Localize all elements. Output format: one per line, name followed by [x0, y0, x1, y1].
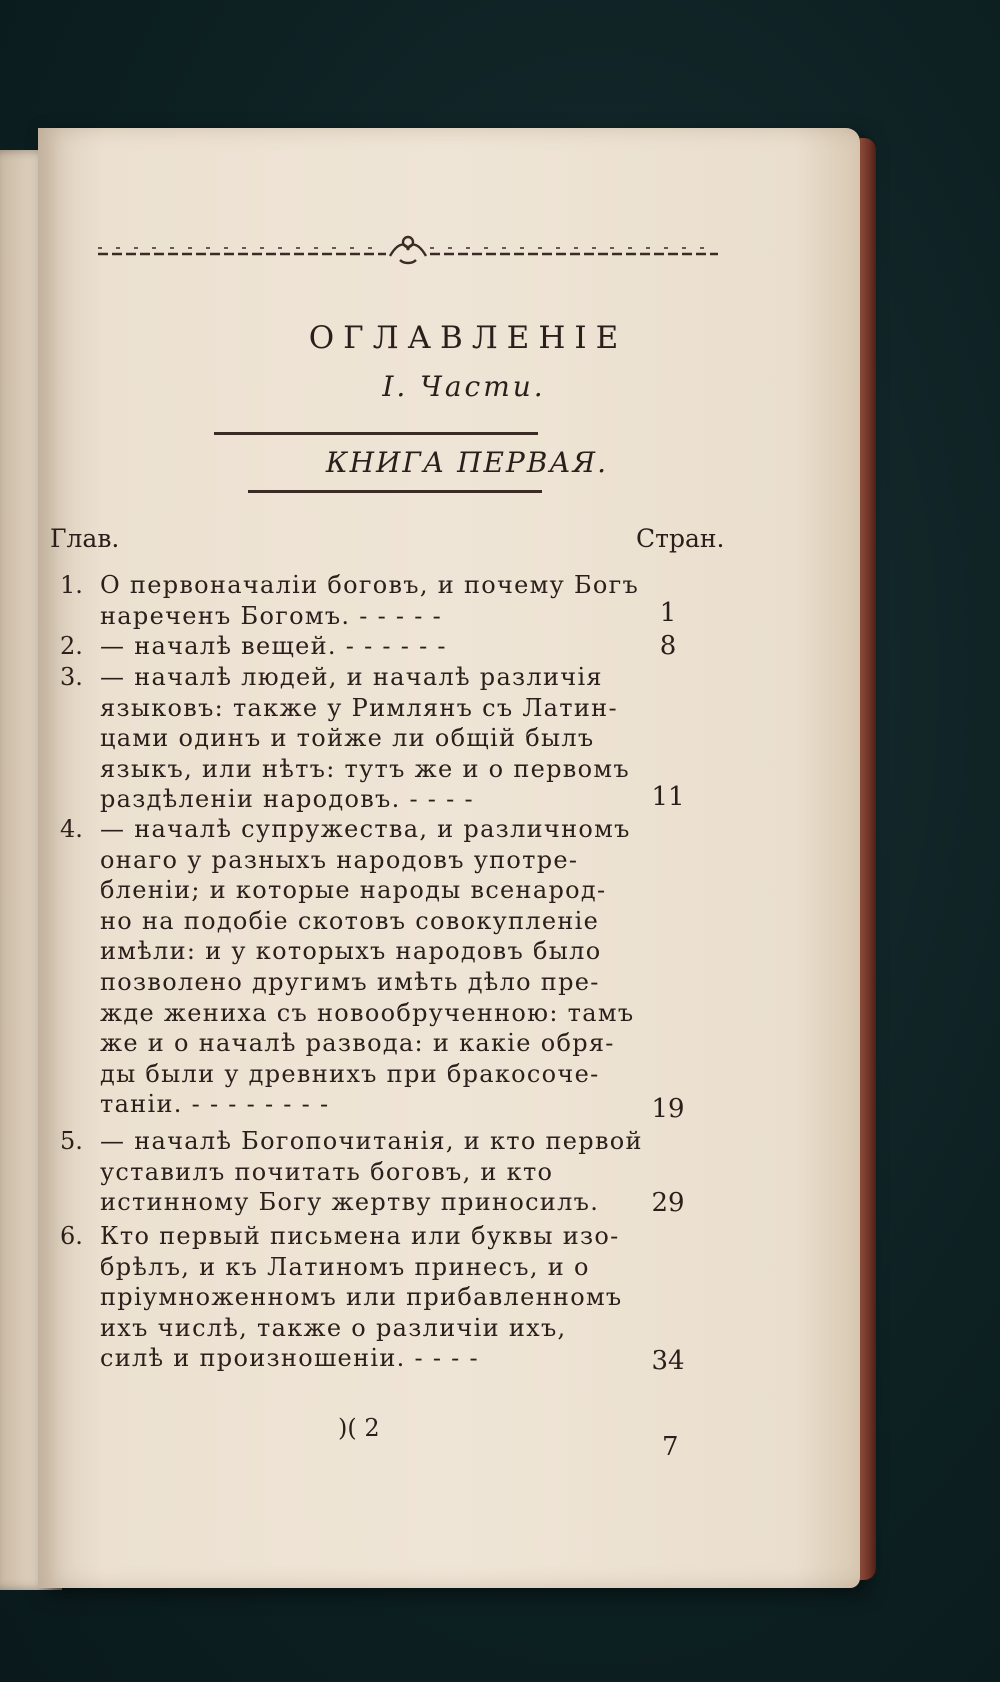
page-edge — [860, 138, 876, 1580]
chapter-column-header: Глав. — [50, 524, 120, 553]
page-number: 8 — [659, 631, 677, 661]
entry-line: истинному Богу жертву приносилъ. — [100, 1188, 600, 1217]
page-title: ОГЛАВЛЕНІЕ — [308, 320, 628, 356]
page-number: 29 — [651, 1188, 685, 1218]
divider-rule — [214, 432, 538, 435]
ornament-band-icon — [94, 234, 722, 274]
chapter-number: 5. — [60, 1127, 83, 1155]
entry-line: Кто первый письмена или буквы изо- — [100, 1222, 620, 1250]
entry-line: цами одинъ и тойже ли общій былъ — [100, 724, 595, 753]
signature-mark: )( 2 — [338, 1414, 380, 1442]
chapter-number: 3. — [60, 663, 83, 691]
toc-entry — [60, 814, 640, 1120]
entry-line: пріумноженномъ или прибавленномъ — [100, 1283, 623, 1312]
entry-line: жде жениха съ новообрученною: тамъ — [100, 998, 635, 1027]
entry-line: же и о началѣ развода: и какіе обря- — [100, 1029, 615, 1058]
entry-line: — началѣ супружества, и различномъ — [100, 815, 631, 843]
page-number: 11 — [651, 782, 685, 812]
book-page — [38, 128, 860, 1588]
entry-line: онаго у разныхъ народовъ употре- — [100, 845, 579, 874]
entry-line: раздѣленіи народовъ. - - - - — [100, 785, 474, 814]
catchword: 7 — [662, 1432, 679, 1462]
entry-line: ды были у древнихъ при бракосоче- — [100, 1059, 600, 1088]
entry-line: позволено другимъ имѣть дѣло пре- — [100, 967, 600, 996]
chapter-number: 6. — [60, 1222, 83, 1250]
page-number: 1 — [659, 598, 677, 628]
entry-line: О первоначаліи боговъ, и почему Богъ — [100, 571, 640, 599]
toc-entry — [60, 631, 640, 662]
entry-line: силѣ и произношеніи. - - - - — [100, 1344, 479, 1373]
chapter-number: 1. — [60, 571, 83, 599]
page-number: 34 — [651, 1346, 685, 1376]
toc-entry — [60, 1126, 643, 1218]
divider-rule — [248, 490, 542, 493]
page-column-header: Стран. — [636, 524, 725, 553]
entry-line: имѣли: и у которыхъ народовъ было — [100, 937, 602, 966]
chapter-number: 4. — [60, 815, 83, 843]
entry-line: уставилъ почитать боговъ, и кто — [100, 1157, 554, 1186]
entry-line: таніи. - - - - - - - - — [100, 1090, 330, 1119]
page-number: 19 — [651, 1094, 685, 1124]
entry-line: — началѣ вещей. - - - - - - — [100, 632, 447, 660]
entry-line: — началѣ Богопочитанія, и кто первой — [100, 1127, 643, 1155]
chapter-number: 2. — [60, 632, 83, 660]
entry-line: языкъ, или нѣтъ: тутъ же и о первомъ — [100, 754, 630, 783]
entry-line: — началѣ людей, и началѣ различія — [100, 663, 603, 691]
entry-line: брѣлъ, и къ Латиномъ принесъ, и о — [100, 1252, 590, 1281]
book-heading: КНИГА ПЕРВАЯ. — [325, 446, 609, 479]
entry-line: но на подобіе скотовъ совокупленіе — [100, 906, 600, 935]
entry-line: нареченъ Богомъ. - - - - - — [100, 601, 443, 630]
entry-line: ихъ числѣ, также о различіи ихъ, — [100, 1313, 567, 1342]
page-subtitle: I. Части. — [382, 370, 546, 403]
toc-entry — [60, 662, 640, 815]
toc-entry — [60, 570, 640, 631]
entry-line: бленіи; и которые народы всенарод- — [100, 876, 607, 905]
entry-line: языковъ: также у Римлянъ съ Латин- — [100, 693, 618, 722]
toc-entry — [60, 1221, 640, 1374]
